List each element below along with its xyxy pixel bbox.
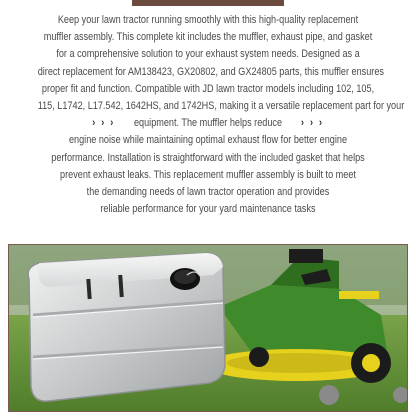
description-line-with-arrows	[38, 115, 379, 132]
description-line: equipment. The muffler helps reduce	[133, 117, 283, 130]
description-line: engine noise while maintaining optimal exhaust flow for better engine	[68, 134, 348, 147]
arrow-left-icon: › › ›	[92, 117, 116, 130]
description-line: performance. Installation is straightforward with the included gasket that helps	[51, 151, 365, 164]
description-line: Keep your lawn tractor running smoothly with this high-quality replacement	[57, 14, 359, 26]
brand-band	[132, 0, 284, 6]
product-hero-image	[8, 244, 408, 412]
description-line: the demanding needs of lawn tractor operation and provides	[86, 186, 330, 199]
arrow-right-icon: › › ›	[300, 117, 324, 130]
description-line: for a comprehensive solution to your exhaust system needs. Designed as a	[56, 48, 360, 61]
description-line: prevent exhaust leaks. This replacement muffler assembly is built to meet	[60, 168, 356, 181]
muffler-tractor-illustration	[9, 245, 408, 412]
muffler-icon	[28, 253, 225, 401]
description-line: proper fit and function. Compatible with JD lawn tractor models including 102, 105,	[41, 82, 375, 95]
description-line: muffler assembly. This complete kit includes the muffler, exhaust pipe, and gasket	[43, 31, 373, 44]
description-line: reliable performance for your yard maintenance tasks	[100, 203, 316, 216]
description-line: 115, L1742, L17.542, 1642HS, and 1742HS, making it a versatile replacement part for your	[37, 100, 405, 113]
description-line: direct replacement for AM138423, GX20802, and GX24805 parts, this muffler ensures	[37, 65, 384, 78]
product-description	[37, 12, 405, 218]
